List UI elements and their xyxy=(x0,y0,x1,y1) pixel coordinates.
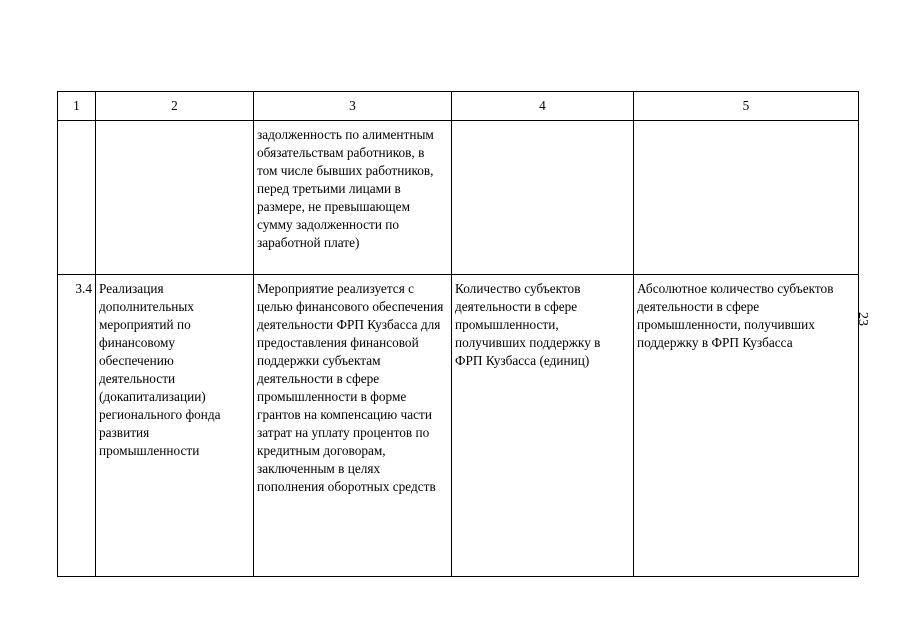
header-col-3: 3 xyxy=(254,92,452,121)
table-cell: Количество субъектов деятельности в сфере промышленности, получивших поддержку в ФРП Кузбасса (единиц) xyxy=(452,275,634,577)
table-cell: Мероприятие реализуется с целью финансового обеспечения деятельности ФРП Кузбасса для предоставления финансовой поддержки субъектам деятельности в сфере промышленности в форме грантов на компенсацию части затрат на уплату процентов по кредитным договорам, заключенным в целях пополнения оборотных средств xyxy=(254,275,452,577)
header-row xyxy=(58,92,859,121)
table-row xyxy=(58,275,859,577)
table-cell xyxy=(58,121,96,275)
table-cell xyxy=(96,121,254,275)
header-col-2: 2 xyxy=(96,92,254,121)
table-cell: Абсолютное количество субъектов деятельности в сфере промышленности, получивших поддержку в ФРП Кузбасса xyxy=(634,275,859,577)
table-cell xyxy=(452,121,634,275)
table-cell xyxy=(634,121,859,275)
table-cell: задолженность по алиментным обязательствам работников, в том числе бывших работников, перед третьими лицами в размере, не превышающем сумму задолженности по заработной плате) xyxy=(254,121,452,275)
page-number: 23 xyxy=(855,312,870,326)
row-number: 3.4 xyxy=(58,275,96,577)
document-table xyxy=(57,91,859,577)
header-col-4: 4 xyxy=(452,92,634,121)
header-col-1: 1 xyxy=(58,92,96,121)
table-cell: Реализация дополнительных мероприятий по финансовому обеспечению деятельности (докапитализации) регионального фонда развития промышленности xyxy=(96,275,254,577)
header-col-5: 5 xyxy=(634,92,859,121)
table-row xyxy=(58,121,859,275)
